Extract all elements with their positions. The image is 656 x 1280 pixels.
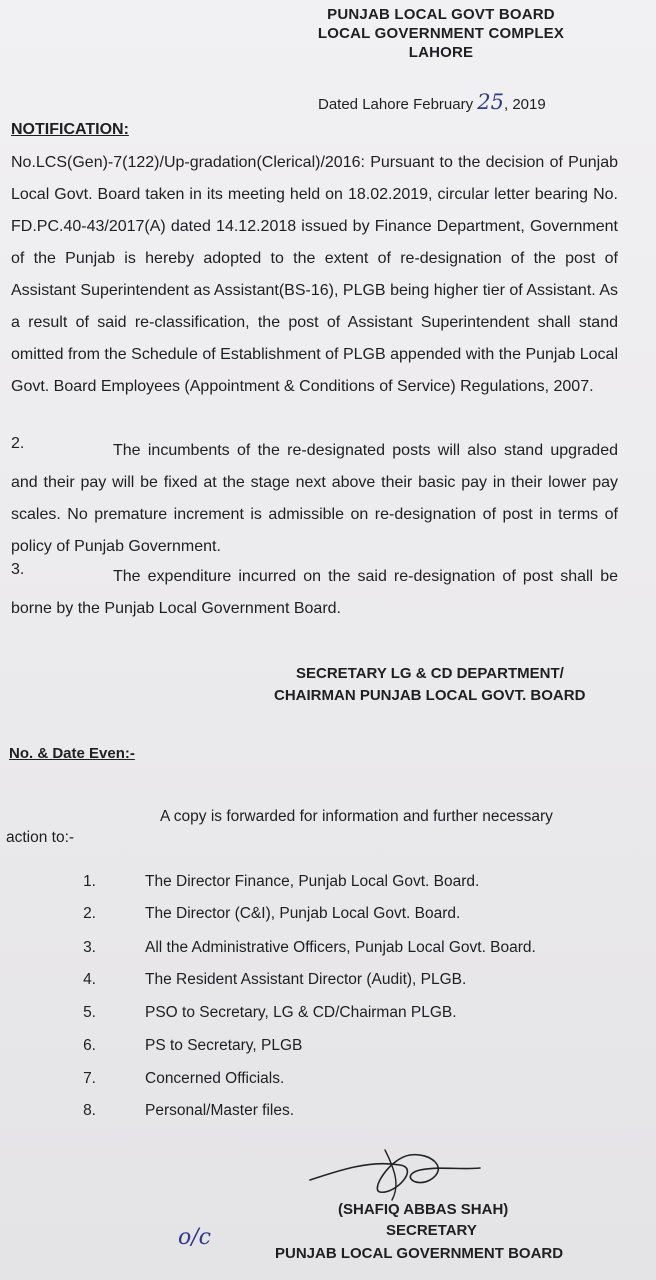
header-line-1: PUNJAB LOCAL GOVT BOARD bbox=[327, 6, 555, 23]
signatory-2-org: PUNJAB LOCAL GOVERNMENT BOARD bbox=[275, 1245, 564, 1262]
recipient-number: 6. bbox=[83, 1037, 96, 1054]
signatory-2-name: (SHAFIQ ABBAS SHAH) bbox=[338, 1201, 509, 1218]
paragraph-2-number: 2. bbox=[11, 435, 25, 452]
handwritten-signature bbox=[300, 1140, 490, 1210]
recipient-item: Personal/Master files. bbox=[145, 1102, 295, 1119]
handwritten-note: o/c bbox=[178, 1225, 211, 1250]
recipient-number: 7. bbox=[83, 1070, 96, 1087]
recipient-number: 8. bbox=[83, 1102, 96, 1119]
recipient-item: The Resident Assistant Director (Audit), PLGB. bbox=[145, 971, 467, 988]
forward-line-2: action to:- bbox=[6, 829, 75, 846]
recipient-number: 3. bbox=[83, 939, 96, 956]
paragraph-3-number: 3. bbox=[11, 561, 25, 578]
notification-title: NOTIFICATION: bbox=[11, 121, 129, 138]
paragraph-1: No.LCS(Gen)-7(122)/Up-gradation(Clerical)/2016: Pursuant to the decision of Punjab Local Govt. Board taken in its meeting held on 18.02.2019, circular letter bearing No. FD.PC.40-43/2017(A) dated 14.12.2018 issued by Finance Department, Government of the Punjab is hereby adopted to the extent of re-designation of the post of Assistant Superintendent as Assistant(BS-16), PLGB being higher tier of Assistant. As a result of said re-classification, the post of Assistant Superintendent shall stand omitted from the Schedule of Establishment of PLGB appended with the Punjab Local Govt. Board Employees (Appointment & Conditions of Service) Regulations, 2007. bbox=[11, 154, 618, 395]
recipient-item: PS to Secretary, PLGB bbox=[145, 1037, 303, 1054]
recipient-item: All the Administrative Officers, Punjab Local Govt. Board. bbox=[145, 939, 536, 956]
recipient-number: 4. bbox=[83, 971, 96, 988]
recipient-number: 2. bbox=[83, 905, 96, 922]
date-line bbox=[318, 90, 546, 114]
paragraph-3: The expenditure incurred on the said re-designation of post shall be borne by the Punjab Local Government Board. bbox=[11, 568, 618, 617]
recipient-number: 1. bbox=[83, 873, 96, 890]
header-line-3: LAHORE bbox=[408, 44, 474, 61]
paragraph-2: The incumbents of the re-designated posts will also stand upgraded and their pay will be fixed at the stage next above their basic pay in their lower pay scales. No premature increment is admissible on re-designation of post in terms of policy of Punjab Government. bbox=[11, 442, 618, 555]
signatory-2-title: SECRETARY bbox=[386, 1222, 477, 1239]
date-suffix: , 2019 bbox=[504, 96, 546, 113]
date-prefix: Dated Lahore February bbox=[318, 96, 474, 113]
header-line-2: LOCAL GOVERNMENT COMPLEX bbox=[317, 25, 565, 42]
recipient-item: The Director (C&I), Punjab Local Govt. Board. bbox=[145, 905, 461, 922]
recipient-number: 5. bbox=[83, 1004, 96, 1021]
signatory-1-line-2: CHAIRMAN PUNJAB LOCAL GOVT. BOARD bbox=[274, 687, 586, 704]
recipient-item: PSO to Secretary, LG & CD/Chairman PLGB. bbox=[145, 1004, 457, 1021]
no-and-date-even: No. & Date Even:- bbox=[9, 745, 135, 762]
recipient-item: Concerned Officials. bbox=[145, 1070, 285, 1087]
forward-line-1: A copy is forwarded for information and further necessary bbox=[160, 808, 553, 825]
recipient-item: The Director Finance, Punjab Local Govt. Board. bbox=[145, 873, 480, 890]
date-day-handwritten: 25 bbox=[477, 90, 504, 114]
signatory-1-line-1: SECRETARY LG & CD DEPARTMENT/ bbox=[296, 665, 564, 682]
